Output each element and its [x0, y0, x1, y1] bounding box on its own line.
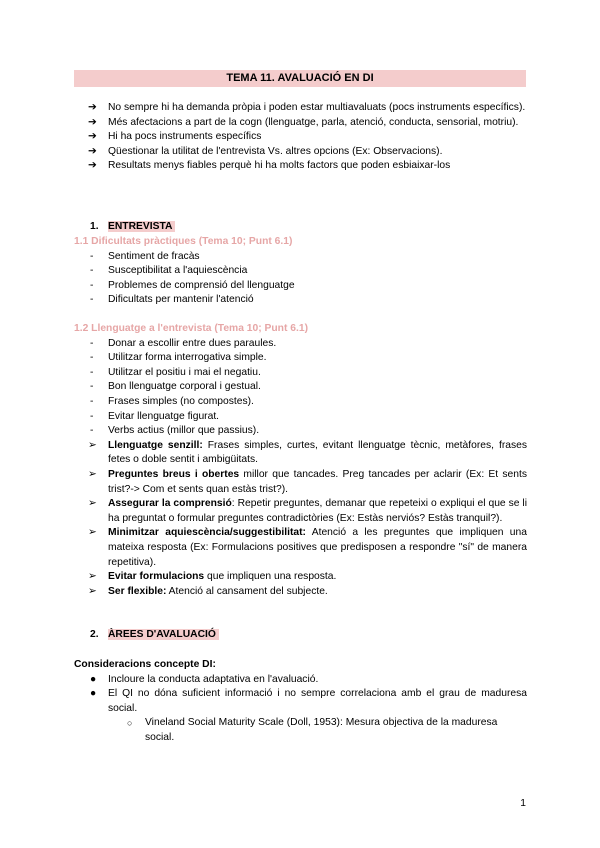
list-item: - Dificultats per mantenir l'atenció [90, 294, 254, 306]
list-item: ● El QI no dóna suficient informació i no sempre correlaciona amb el grau de maduresa social. [90, 688, 527, 714]
bullet-icon: ● [90, 688, 97, 700]
list-item: - Utilitzar forma interrogativa simple. [90, 352, 267, 364]
arrow-icon: ➔ [88, 131, 97, 143]
triangle-arrow-icon: ➢ [88, 585, 97, 597]
section-title: ENTREVISTA [108, 221, 175, 232]
triangle-arrow-icon: ➢ [88, 527, 97, 539]
tip-item: ➢ Evitar formulacions que impliquen una resposta. [0, 570, 600, 585]
intro-list [0, 101, 600, 174]
list-item: - Verbs actius (millor que passius). [90, 425, 260, 437]
list-item: - Donar a escollir entre dues paraules. [90, 337, 277, 349]
page-number: 1 [520, 798, 526, 809]
tip-item: ➢ Ser flexible: Atenció al cansament del subjecte. [0, 585, 600, 600]
list-item: ➔ Més afectacions a part de la cogn (llenguatge, parla, atenció, conducta, sensorial, motriu). [0, 116, 600, 131]
triangle-arrow-icon: ➢ [88, 468, 97, 480]
arrow-icon: ➔ [88, 145, 97, 157]
arrow-icon: ➔ [88, 102, 97, 113]
list-item: - Susceptibilitat a l'aquiescència [90, 265, 248, 277]
triangle-arrow-icon: ➢ [88, 439, 97, 451]
section-number: 2. [90, 629, 99, 640]
list-item: ● Incloure la conducta adaptativa en l'avaluació. [0, 673, 600, 688]
list-item: - Evitar llenguatge figurat. [90, 410, 220, 422]
subsection-title: 1.2 Llenguatge a l'entrevista (Tema 10; Punt 6.1) [74, 323, 309, 334]
arrow-icon: ➔ [88, 116, 97, 128]
subsection-dificultats [0, 235, 600, 308]
list-item: ➔ Resultats menys fiables perquè hi ha molts factors que poden esbiaixar-los [0, 159, 600, 174]
list-item: ➔ Qüestionar la utilitat de l'entrevista Vs. altres opcions (Ex: Observacions). [0, 145, 600, 160]
triangle-arrow-icon: ➢ [88, 571, 97, 583]
list-item: - Bon llenguatge corporal i gestual. [90, 381, 261, 393]
section-heading-entrevista [0, 220, 600, 235]
considerations-title: Consideracions concepte DI: [74, 659, 216, 670]
circle-bullet-icon: ○ [127, 718, 133, 729]
subsection-title: 1.1 Dificultats pràctiques (Tema 10; Punt 6.1) [74, 236, 293, 247]
list-item: ➔ No sempre hi ha demanda pròpia i poden estar multiavaluats (pocs instruments específics). [0, 101, 600, 116]
subsection-llenguatge [0, 322, 600, 599]
section-heading-arees [0, 628, 600, 643]
list-item: - Sentiment de fracàs [90, 250, 200, 262]
page-title: TEMA 11. AVALUACIÓ EN DI [74, 70, 526, 87]
section-title: ÀREES D'AVALUACIÓ [108, 629, 219, 640]
tip-item: ➢ Llenguatge senzill: Frases simples, curtes, evitant llenguatge tècnic, metàfores, frases fetes o doble sentit i ambigüitats. [88, 439, 527, 466]
list-subitem: ○ Vineland Social Maturity Scale (Doll, 1953): Mesura objectiva de la maduresa social. [127, 717, 498, 743]
section-number: 1. [90, 221, 99, 232]
considerations [0, 658, 600, 746]
tip-item: ➢ Minimitzar aquiescència/suggestibilitat: Atenció a les preguntes que impliquen una mateixa resposta (Ex: Formulacions positives que predisposen a respondre "sí" de manera repetitiva). [88, 527, 527, 568]
list-item: - Frases simples (no compostes). [90, 395, 254, 407]
list-item: ➔ Hi ha pocs instruments específics [0, 130, 600, 145]
bullet-icon: ● [90, 673, 97, 685]
arrow-icon: ➔ [88, 160, 97, 172]
list-item: - Utilitzar el positiu i mai el negatiu. [90, 366, 261, 378]
triangle-arrow-icon: ➢ [88, 498, 97, 510]
list-item: - Problemes de comprensió del llenguatge [90, 279, 295, 291]
tip-item: ➢ Preguntes breus i obertes millor que tancades. Preg tancades per aclarir (Ex: Et sents trist?-> Com et sents quan estàs trist?). [88, 468, 527, 495]
tip-item: ➢ Assegurar la comprensió: Repetir preguntes, demanar que repeteixi o expliqui el que se li ha preguntat o formular preguntes contradictòries (Ex: Estàs nerviós? Estàs tranquil?). [88, 498, 527, 524]
